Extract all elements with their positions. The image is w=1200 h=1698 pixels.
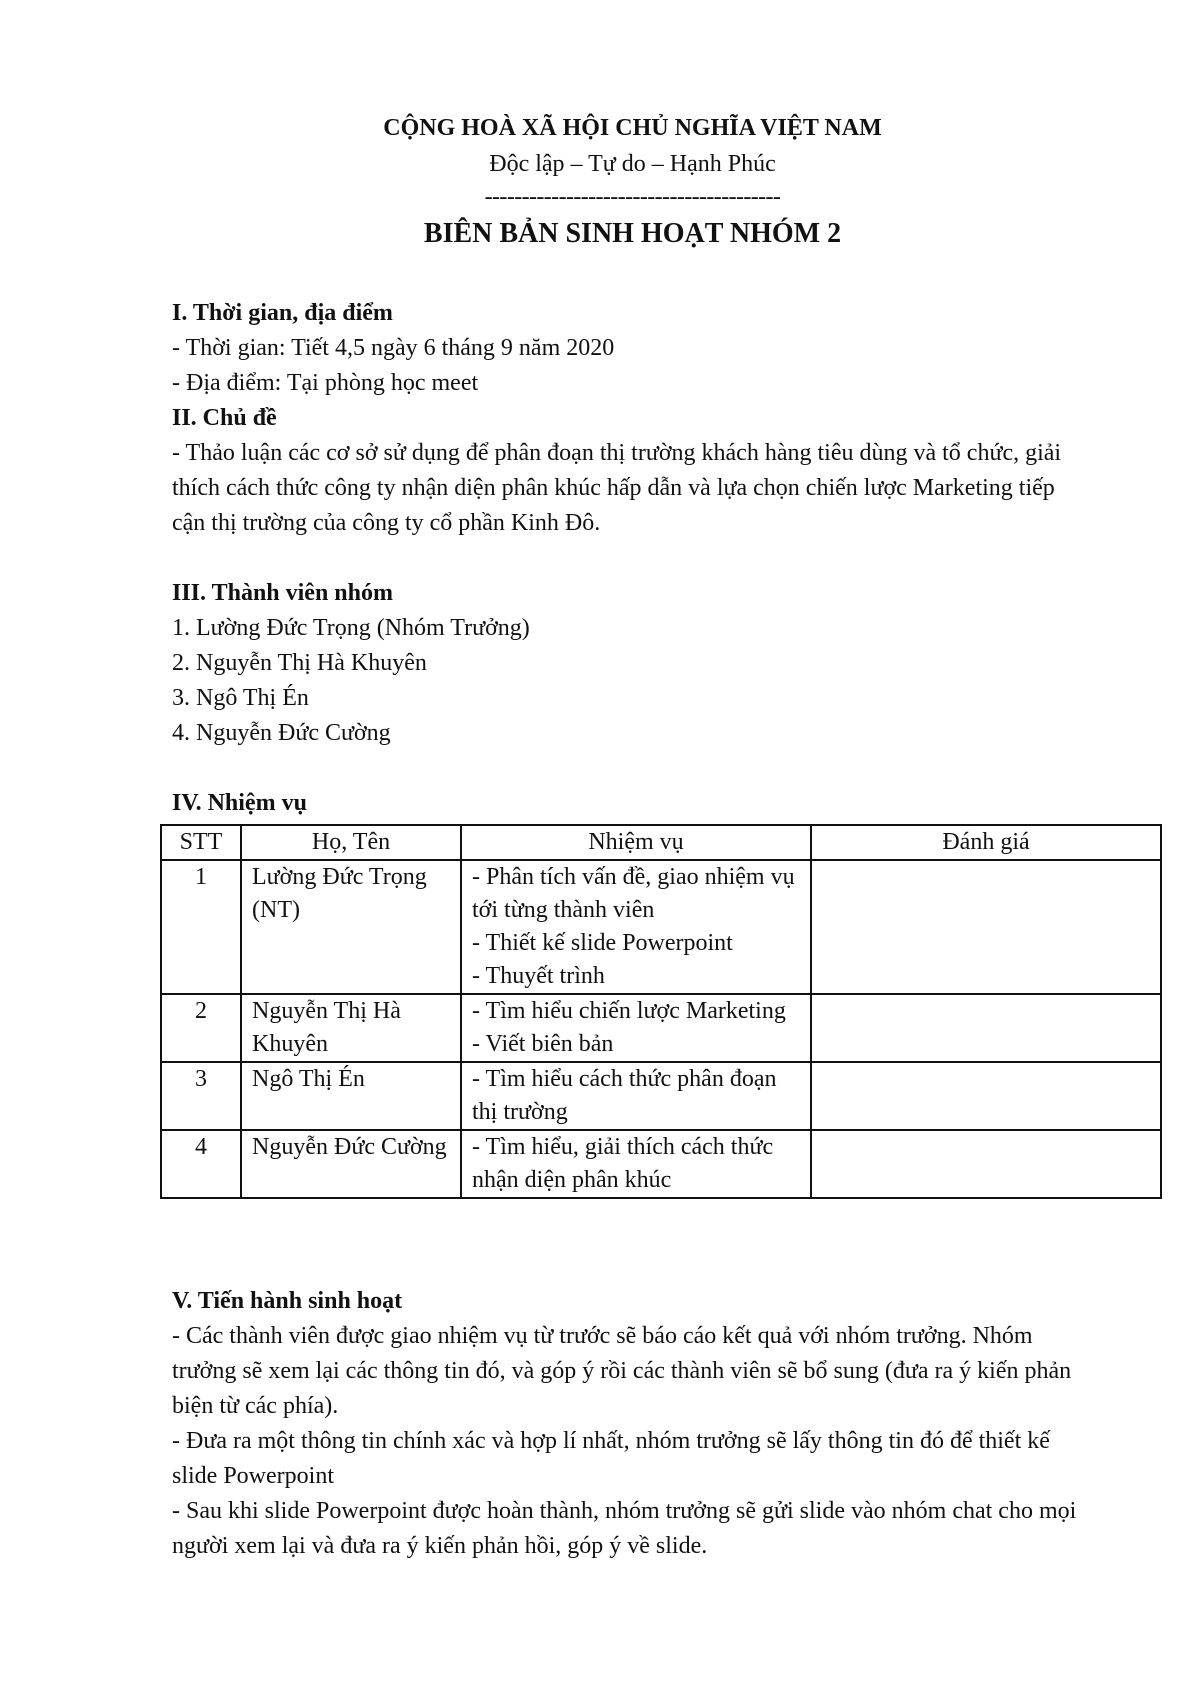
task-line: - Thuyết trình — [472, 963, 605, 989]
cell-stt: 3 — [161, 1062, 241, 1130]
tasks-table — [160, 824, 1162, 1199]
section-proceedings — [172, 1284, 1092, 1564]
motto: Độc lập – Tự do – Hạnh Phúc — [489, 151, 776, 177]
column-header-stt: STT — [161, 825, 241, 860]
column-header-task: Nhiệm vụ — [461, 825, 811, 860]
meeting-place: - Địa điểm: Tại phòng học meet — [172, 370, 479, 396]
section-heading-time-place: I. Thời gian, địa điểm — [172, 300, 393, 326]
cell-name: Nguyễn Thị Hà Khuyên — [241, 994, 461, 1062]
meeting-time: - Thời gian: Tiết 4,5 ngày 6 tháng 9 năm 2020 — [172, 335, 615, 361]
member-item: 2. Nguyễn Thị Hà Khuyên — [172, 650, 427, 676]
section-heading-tasks: IV. Nhiệm vụ — [172, 790, 307, 816]
cell-eval — [811, 994, 1161, 1062]
cell-eval — [811, 1130, 1161, 1198]
divider: ---------------------------------------- — [484, 184, 781, 210]
cell-eval — [811, 1062, 1161, 1130]
section-time-place — [172, 296, 1092, 541]
national-title: CỘNG HOÀ XÃ HỘI CHỦ NGHĨA VIỆT NAM — [383, 115, 882, 141]
task-line: - Tìm hiểu chiến lược Marketing — [472, 998, 786, 1024]
cell-eval — [811, 860, 1161, 994]
document-title: BIÊN BẢN SINH HOẠT NHÓM 2 — [423, 218, 842, 249]
cell-tasks — [461, 994, 811, 1062]
cell-tasks — [461, 860, 811, 994]
table-row — [161, 1130, 1161, 1198]
proceedings-paragraph: - Sau khi slide Powerpoint được hoàn thành, nhóm trưởng sẽ gửi slide vào nhóm chat cho mọi người xem lại và đưa ra ý kiến phản hồi, góp ý về slide. — [172, 1498, 1077, 1559]
cell-name: Nguyễn Đức Cường — [241, 1130, 461, 1198]
task-line: - Tìm hiểu cách thức phân đoạn thị trường — [472, 1066, 777, 1125]
task-line: - Phân tích vấn đề, giao nhiệm vụ tới từng thành viên — [472, 864, 795, 923]
table-row — [161, 994, 1161, 1062]
cell-stt: 4 — [161, 1130, 241, 1198]
proceedings-paragraph: - Các thành viên được giao nhiệm vụ từ trước sẽ báo cáo kết quả với nhóm trưởng. Nhóm trưởng sẽ xem lại các thông tin đó, và góp ý rồi các thành viên sẽ bổ sung (đưa ra ý kiến phản biện từ các phía). — [172, 1323, 1072, 1419]
task-line: - Tìm hiểu, giải thích cách thức nhận diện phân khúc — [472, 1134, 774, 1193]
tasks-table-wrap — [160, 824, 1160, 1199]
cell-tasks — [461, 1130, 811, 1198]
column-header-name: Họ, Tên — [241, 825, 461, 860]
cell-stt: 1 — [161, 860, 241, 994]
cell-name: Ngô Thị Én — [241, 1062, 461, 1130]
table-header-row — [161, 825, 1161, 860]
table-row — [161, 1062, 1161, 1130]
task-line: - Thiết kế slide Powerpoint — [472, 930, 733, 956]
topic-text: - Thảo luận các cơ sở sử dụng để phân đoạn thị trường khách hàng tiêu dùng và tổ chức, giải thích cách thức công ty nhận diện phân khúc hấp dẫn và lựa chọn chiến lược Marketing tiếp cận thị trường của công ty cổ phần Kinh Đô. — [172, 440, 1062, 536]
table-row — [161, 860, 1161, 994]
cell-tasks — [461, 1062, 811, 1130]
section-heading-topic: II. Chủ đề — [172, 405, 277, 431]
cell-name: Lường Đức Trọng (NT) — [241, 860, 461, 994]
proceedings-paragraph: - Đưa ra một thông tin chính xác và hợp lí nhất, nhóm trưởng sẽ lấy thông tin đó để thiết kế slide Powerpoint — [172, 1428, 1050, 1489]
section-heading-tasks-wrap — [172, 786, 1092, 821]
task-line: - Viết biên bản — [472, 1031, 614, 1057]
section-heading-proceedings: V. Tiến hành sinh hoạt — [172, 1288, 403, 1314]
member-item: 1. Lường Đức Trọng (Nhóm Trưởng) — [172, 615, 530, 641]
member-item: 3. Ngô Thị Én — [172, 685, 309, 711]
section-heading-members: III. Thành viên nhóm — [172, 580, 393, 606]
member-item: 4. Nguyễn Đức Cường — [172, 720, 391, 746]
section-members — [172, 576, 1092, 751]
column-header-eval: Đánh giá — [811, 825, 1161, 860]
cell-stt: 2 — [161, 994, 241, 1062]
